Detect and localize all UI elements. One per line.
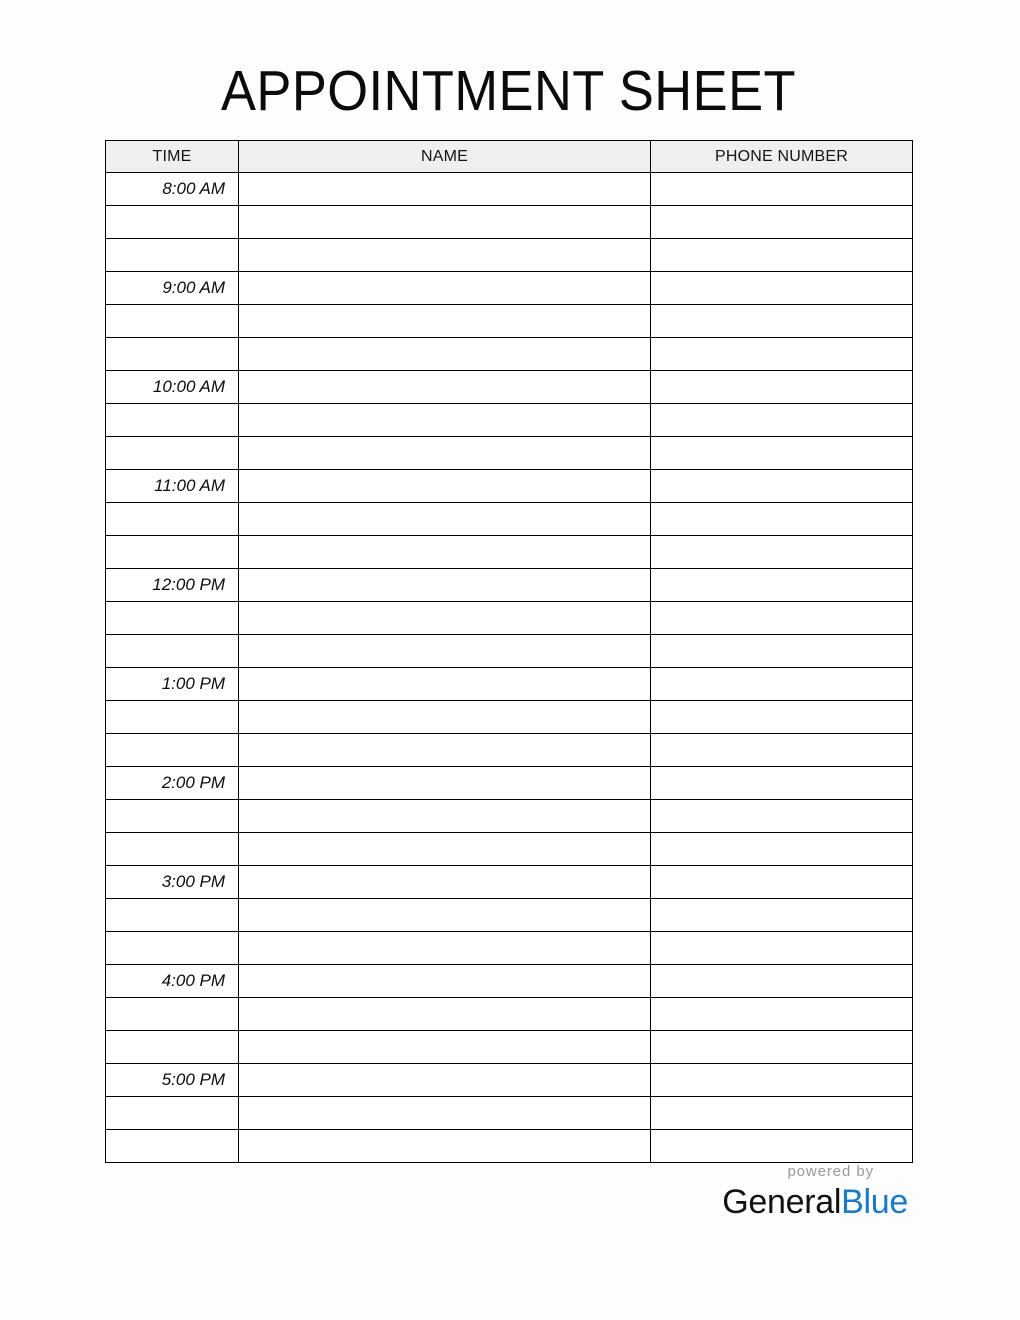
cell-phone[interactable] bbox=[651, 734, 913, 767]
cell-time: 10:00 AM bbox=[106, 371, 239, 404]
cell-phone[interactable] bbox=[651, 437, 913, 470]
table-row bbox=[106, 1031, 913, 1064]
column-header-time: TIME bbox=[106, 141, 239, 173]
table-row bbox=[106, 305, 913, 338]
cell-name[interactable] bbox=[239, 569, 651, 602]
cell-phone[interactable] bbox=[651, 767, 913, 800]
cell-time bbox=[106, 206, 239, 239]
cell-time bbox=[106, 800, 239, 833]
cell-time bbox=[106, 1031, 239, 1064]
cell-phone[interactable] bbox=[651, 305, 913, 338]
table-row bbox=[106, 272, 913, 305]
cell-phone[interactable] bbox=[651, 1097, 913, 1130]
table-row bbox=[106, 569, 913, 602]
cell-name[interactable] bbox=[239, 536, 651, 569]
cell-name[interactable] bbox=[239, 635, 651, 668]
cell-name[interactable] bbox=[239, 734, 651, 767]
cell-phone[interactable] bbox=[651, 701, 913, 734]
cell-phone[interactable] bbox=[651, 635, 913, 668]
cell-phone[interactable] bbox=[651, 1064, 913, 1097]
cell-name[interactable] bbox=[239, 503, 651, 536]
cell-name[interactable] bbox=[239, 437, 651, 470]
table-row bbox=[106, 734, 913, 767]
cell-phone[interactable] bbox=[651, 569, 913, 602]
cell-time: 9:00 AM bbox=[106, 272, 239, 305]
table-row bbox=[106, 866, 913, 899]
cell-name[interactable] bbox=[239, 470, 651, 503]
table-row bbox=[106, 1064, 913, 1097]
cell-name[interactable] bbox=[239, 1064, 651, 1097]
table-row bbox=[106, 1097, 913, 1130]
cell-phone[interactable] bbox=[651, 272, 913, 305]
cell-time: 1:00 PM bbox=[106, 668, 239, 701]
cell-time: 8:00 AM bbox=[106, 173, 239, 206]
table-row bbox=[106, 503, 913, 536]
cell-name[interactable] bbox=[239, 932, 651, 965]
cell-phone[interactable] bbox=[651, 1130, 913, 1163]
cell-name[interactable] bbox=[239, 173, 651, 206]
table-row bbox=[106, 767, 913, 800]
cell-name[interactable] bbox=[239, 305, 651, 338]
column-header-phone: PHONE NUMBER bbox=[651, 141, 913, 173]
table-row bbox=[106, 998, 913, 1031]
cell-time bbox=[106, 503, 239, 536]
cell-phone[interactable] bbox=[651, 932, 913, 965]
brand-name-primary: General bbox=[722, 1183, 842, 1221]
table-row bbox=[106, 239, 913, 272]
cell-phone[interactable] bbox=[651, 470, 913, 503]
cell-time bbox=[106, 1130, 239, 1163]
table-row bbox=[106, 668, 913, 701]
table-row bbox=[106, 701, 913, 734]
cell-time bbox=[106, 998, 239, 1031]
cell-time bbox=[106, 932, 239, 965]
cell-time bbox=[106, 833, 239, 866]
cell-name[interactable] bbox=[239, 767, 651, 800]
table-header bbox=[106, 141, 913, 173]
table-row bbox=[106, 635, 913, 668]
appointment-table bbox=[105, 140, 913, 1163]
cell-name[interactable] bbox=[239, 998, 651, 1031]
cell-phone[interactable] bbox=[651, 173, 913, 206]
brand-wordmark bbox=[608, 1183, 908, 1221]
cell-phone[interactable] bbox=[651, 998, 913, 1031]
cell-name[interactable] bbox=[239, 206, 651, 239]
cell-name[interactable] bbox=[239, 338, 651, 371]
cell-name[interactable] bbox=[239, 1031, 651, 1064]
table-row bbox=[106, 536, 913, 569]
cell-time bbox=[106, 239, 239, 272]
table-header-row bbox=[106, 141, 913, 173]
cell-time bbox=[106, 734, 239, 767]
cell-time bbox=[106, 338, 239, 371]
table-row bbox=[106, 437, 913, 470]
cell-time: 3:00 PM bbox=[106, 866, 239, 899]
table-row bbox=[106, 800, 913, 833]
cell-phone[interactable] bbox=[651, 866, 913, 899]
cell-time: 2:00 PM bbox=[106, 767, 239, 800]
cell-name[interactable] bbox=[239, 272, 651, 305]
cell-phone[interactable] bbox=[651, 833, 913, 866]
cell-time: 11:00 AM bbox=[106, 470, 239, 503]
table-row bbox=[106, 1130, 913, 1163]
cell-time: 5:00 PM bbox=[106, 1064, 239, 1097]
cell-name[interactable] bbox=[239, 239, 651, 272]
column-header-name: NAME bbox=[239, 141, 651, 173]
table-row bbox=[106, 470, 913, 503]
cell-phone[interactable] bbox=[651, 1031, 913, 1064]
cell-phone[interactable] bbox=[651, 404, 913, 437]
powered-by-label: powered by bbox=[787, 1163, 874, 1180]
cell-time bbox=[106, 635, 239, 668]
cell-time bbox=[106, 1097, 239, 1130]
cell-time bbox=[106, 899, 239, 932]
cell-phone[interactable] bbox=[651, 965, 913, 998]
cell-phone[interactable] bbox=[651, 239, 913, 272]
table-row bbox=[106, 932, 913, 965]
cell-phone[interactable] bbox=[651, 536, 913, 569]
cell-phone[interactable] bbox=[651, 206, 913, 239]
brand-name-accent: Blue bbox=[841, 1183, 908, 1221]
cell-time bbox=[106, 305, 239, 338]
table-row bbox=[106, 338, 913, 371]
table-row bbox=[106, 602, 913, 635]
cell-name[interactable] bbox=[239, 668, 651, 701]
table-row bbox=[106, 371, 913, 404]
cell-phone[interactable] bbox=[651, 602, 913, 635]
table-row bbox=[106, 899, 913, 932]
cell-phone[interactable] bbox=[651, 668, 913, 701]
cell-phone[interactable] bbox=[651, 503, 913, 536]
cell-phone[interactable] bbox=[651, 338, 913, 371]
cell-name[interactable] bbox=[239, 1130, 651, 1163]
table-row bbox=[106, 173, 913, 206]
cell-time bbox=[106, 404, 239, 437]
cell-time: 12:00 PM bbox=[106, 569, 239, 602]
cell-name[interactable] bbox=[239, 701, 651, 734]
cell-time bbox=[106, 437, 239, 470]
table-row bbox=[106, 404, 913, 437]
cell-phone[interactable] bbox=[651, 371, 913, 404]
cell-time bbox=[106, 536, 239, 569]
cell-time: 4:00 PM bbox=[106, 965, 239, 998]
cell-time bbox=[106, 602, 239, 635]
cell-phone[interactable] bbox=[651, 899, 913, 932]
table-row bbox=[106, 206, 913, 239]
page-title: APPOINTMENT SHEET bbox=[220, 59, 797, 123]
cell-name[interactable] bbox=[239, 833, 651, 866]
cell-name[interactable] bbox=[239, 866, 651, 899]
cell-name[interactable] bbox=[239, 800, 651, 833]
cell-name[interactable] bbox=[239, 899, 651, 932]
cell-time bbox=[106, 701, 239, 734]
brand-logo bbox=[608, 1163, 908, 1221]
cell-phone[interactable] bbox=[651, 800, 913, 833]
table-body bbox=[106, 173, 913, 1163]
cell-name[interactable] bbox=[239, 602, 651, 635]
cell-name[interactable] bbox=[239, 965, 651, 998]
cell-name[interactable] bbox=[239, 371, 651, 404]
cell-name[interactable] bbox=[239, 1097, 651, 1130]
table-row bbox=[106, 833, 913, 866]
table-row bbox=[106, 965, 913, 998]
cell-name[interactable] bbox=[239, 404, 651, 437]
